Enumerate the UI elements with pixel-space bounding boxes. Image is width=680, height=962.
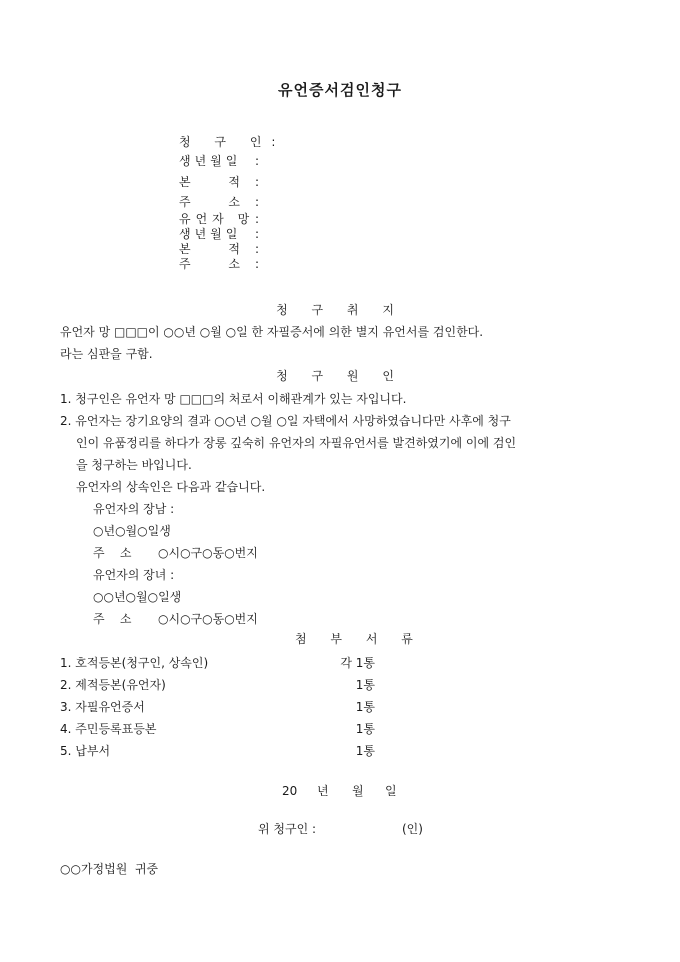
attachment-item-3: 3. 자필유언증서 — [60, 700, 145, 714]
purpose-line-2: 라는 심판을 구함. — [60, 347, 153, 361]
attachments-heading: 첨 부 서 류 — [295, 632, 423, 646]
party-colon: : — [254, 242, 259, 256]
party-row-domicile — [179, 175, 259, 189]
party-colon: : — [254, 195, 259, 209]
party-row-testator-address — [179, 257, 259, 271]
signature-seal: (인) — [402, 822, 423, 836]
attachment-item-2: 2. 제적등본(유언자) — [60, 678, 166, 692]
date-year-unit: 년 — [317, 784, 329, 798]
attachment-qty-1: 각 1통 — [340, 656, 375, 670]
heir-2-label: 유언자의 장녀 : — [93, 568, 175, 582]
party-label: 본 적 — [179, 242, 240, 256]
purpose-line-1: 유언자 망 □□□이 ○○년 ○월 ○일 한 자필증서에 의한 별지 유언서를 검인한다. — [60, 325, 484, 339]
party-label: 청 구 인 — [179, 135, 272, 149]
attachment-qty-2: 1통 — [355, 678, 375, 692]
party-colon: : — [254, 227, 259, 241]
party-label: 생년월일 — [179, 227, 242, 241]
party-row-testator — [179, 212, 259, 226]
party-colon: : — [254, 154, 259, 168]
party-colon: : — [254, 175, 259, 189]
party-label: 생년월일 — [179, 154, 242, 168]
party-label: 주 소 — [179, 257, 240, 271]
cause-item-1: 1. 청구인은 유언자 망 □□□의 처로서 이해관계가 있는 자입니다. — [60, 392, 407, 406]
signature-label: 위 청구인 : — [258, 822, 317, 836]
party-colon: : — [271, 135, 276, 149]
attachment-item-5: 5. 납부서 — [60, 744, 111, 758]
date-month-unit: 월 — [352, 784, 364, 798]
party-row-testator-birthdate — [179, 227, 259, 241]
heir-2-address-label: 주 소 — [93, 612, 132, 626]
party-row-birthdate — [179, 154, 259, 168]
party-label: 유언자 망 — [179, 212, 255, 226]
heirs-intro: 유언자의 상속인은 다음과 같습니다. — [76, 480, 266, 494]
court-addressee: ○○가정법원 귀중 — [60, 862, 159, 876]
cause-heading: 청 구 원 인 — [276, 369, 404, 383]
party-label: 본 적 — [179, 175, 240, 189]
party-row-claimant — [179, 135, 276, 149]
attachment-item-1: 1. 호적등본(청구인, 상속인) — [60, 656, 209, 670]
cause-item-2-line-1: 2. 유언자는 장기요양의 결과 ○○년 ○월 ○일 자택에서 사망하였습니다만 사후에 청구 — [60, 414, 511, 428]
heir-1-address-label: 주 소 — [93, 546, 132, 560]
purpose-heading: 청 구 취 지 — [276, 303, 404, 317]
party-row-address — [179, 195, 259, 209]
party-colon: : — [254, 212, 259, 226]
document-title: 유언증서검인청구 — [278, 81, 402, 99]
party-row-testator-domicile — [179, 242, 259, 256]
attachment-qty-4: 1통 — [355, 722, 375, 736]
attachment-qty-5: 1통 — [355, 744, 375, 758]
heir-1-label: 유언자의 장남 : — [93, 502, 175, 516]
date-day-unit: 일 — [385, 784, 397, 798]
cause-item-2-line-2: 인이 유품정리를 하다가 장롱 깊숙히 유언자의 자필유언서를 발견하였기에 이에 검인 — [76, 436, 517, 450]
heir-2-address: ○시○구○동○번지 — [158, 612, 258, 626]
date-year: 20 — [282, 784, 298, 798]
party-label: 주 소 — [179, 195, 240, 209]
heir-1-birthdate: ○년○월○일생 — [93, 524, 171, 538]
heir-2-birthdate: ○○년○월○일생 — [93, 590, 182, 604]
cause-item-2-line-3: 을 청구하는 바입니다. — [76, 458, 192, 472]
attachment-qty-3: 1통 — [355, 700, 375, 714]
heir-1-address: ○시○구○동○번지 — [158, 546, 258, 560]
attachment-item-4: 4. 주민등록표등본 — [60, 722, 157, 736]
party-colon: : — [254, 257, 259, 271]
